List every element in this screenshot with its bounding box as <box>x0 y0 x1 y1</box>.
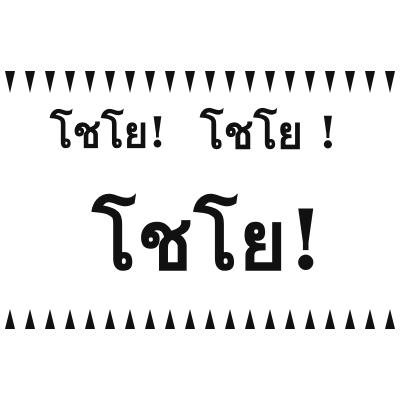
cheer-text-small-left: โชโย! <box>50 108 167 157</box>
bottom-bunting-triangle <box>185 309 195 329</box>
bottom-bunting-triangle <box>25 309 35 329</box>
bottom-bunting-triangle <box>305 309 315 329</box>
bottom-bunting-triangle <box>65 309 75 329</box>
top-bunting-triangle <box>65 71 75 93</box>
bottom-bunting-triangle <box>165 309 175 329</box>
bottom-bunting-triangle <box>385 309 395 329</box>
bottom-bunting-triangle <box>285 309 295 329</box>
bottom-bunting-triangle <box>365 309 375 329</box>
top-bunting-triangle <box>185 71 195 93</box>
top-bunting-triangle <box>325 71 335 93</box>
cheer-text-small-right: โชโย ! <box>200 108 338 159</box>
bottom-bunting-border <box>0 309 400 329</box>
top-bunting-triangle <box>345 71 355 93</box>
top-bunting-triangle <box>105 71 115 93</box>
bottom-bunting-triangle <box>345 309 355 329</box>
bottom-bunting-triangle <box>265 309 275 329</box>
bottom-bunting-triangle <box>45 309 55 329</box>
bottom-bunting-triangle <box>245 309 255 329</box>
bottom-bunting-triangle <box>325 309 335 329</box>
top-bunting-triangle <box>205 71 215 93</box>
top-bunting-triangle <box>385 71 395 93</box>
top-bunting-triangle <box>245 71 255 93</box>
bottom-bunting-triangle <box>145 309 155 329</box>
top-bunting-triangle <box>45 71 55 93</box>
top-bunting-triangle <box>145 71 155 93</box>
bottom-bunting-triangle <box>5 309 15 329</box>
top-bunting-triangle <box>225 71 235 93</box>
top-bunting-triangle <box>85 71 95 93</box>
top-bunting-triangle <box>165 71 175 93</box>
top-bunting-triangle <box>305 71 315 93</box>
cheer-text-large: โชโย! <box>92 193 325 289</box>
top-bunting-triangle <box>265 71 275 93</box>
top-bunting-triangle <box>25 71 35 93</box>
bottom-bunting-triangle <box>205 309 215 329</box>
bottom-bunting-triangle <box>85 309 95 329</box>
bottom-bunting-triangle <box>105 309 115 329</box>
bottom-bunting-triangle <box>125 309 135 329</box>
top-bunting-triangle <box>125 71 135 93</box>
top-bunting-triangle <box>5 71 15 93</box>
bottom-bunting-triangle <box>225 309 235 329</box>
top-bunting-border <box>0 71 400 93</box>
top-bunting-triangle <box>365 71 375 93</box>
top-bunting-triangle <box>285 71 295 93</box>
